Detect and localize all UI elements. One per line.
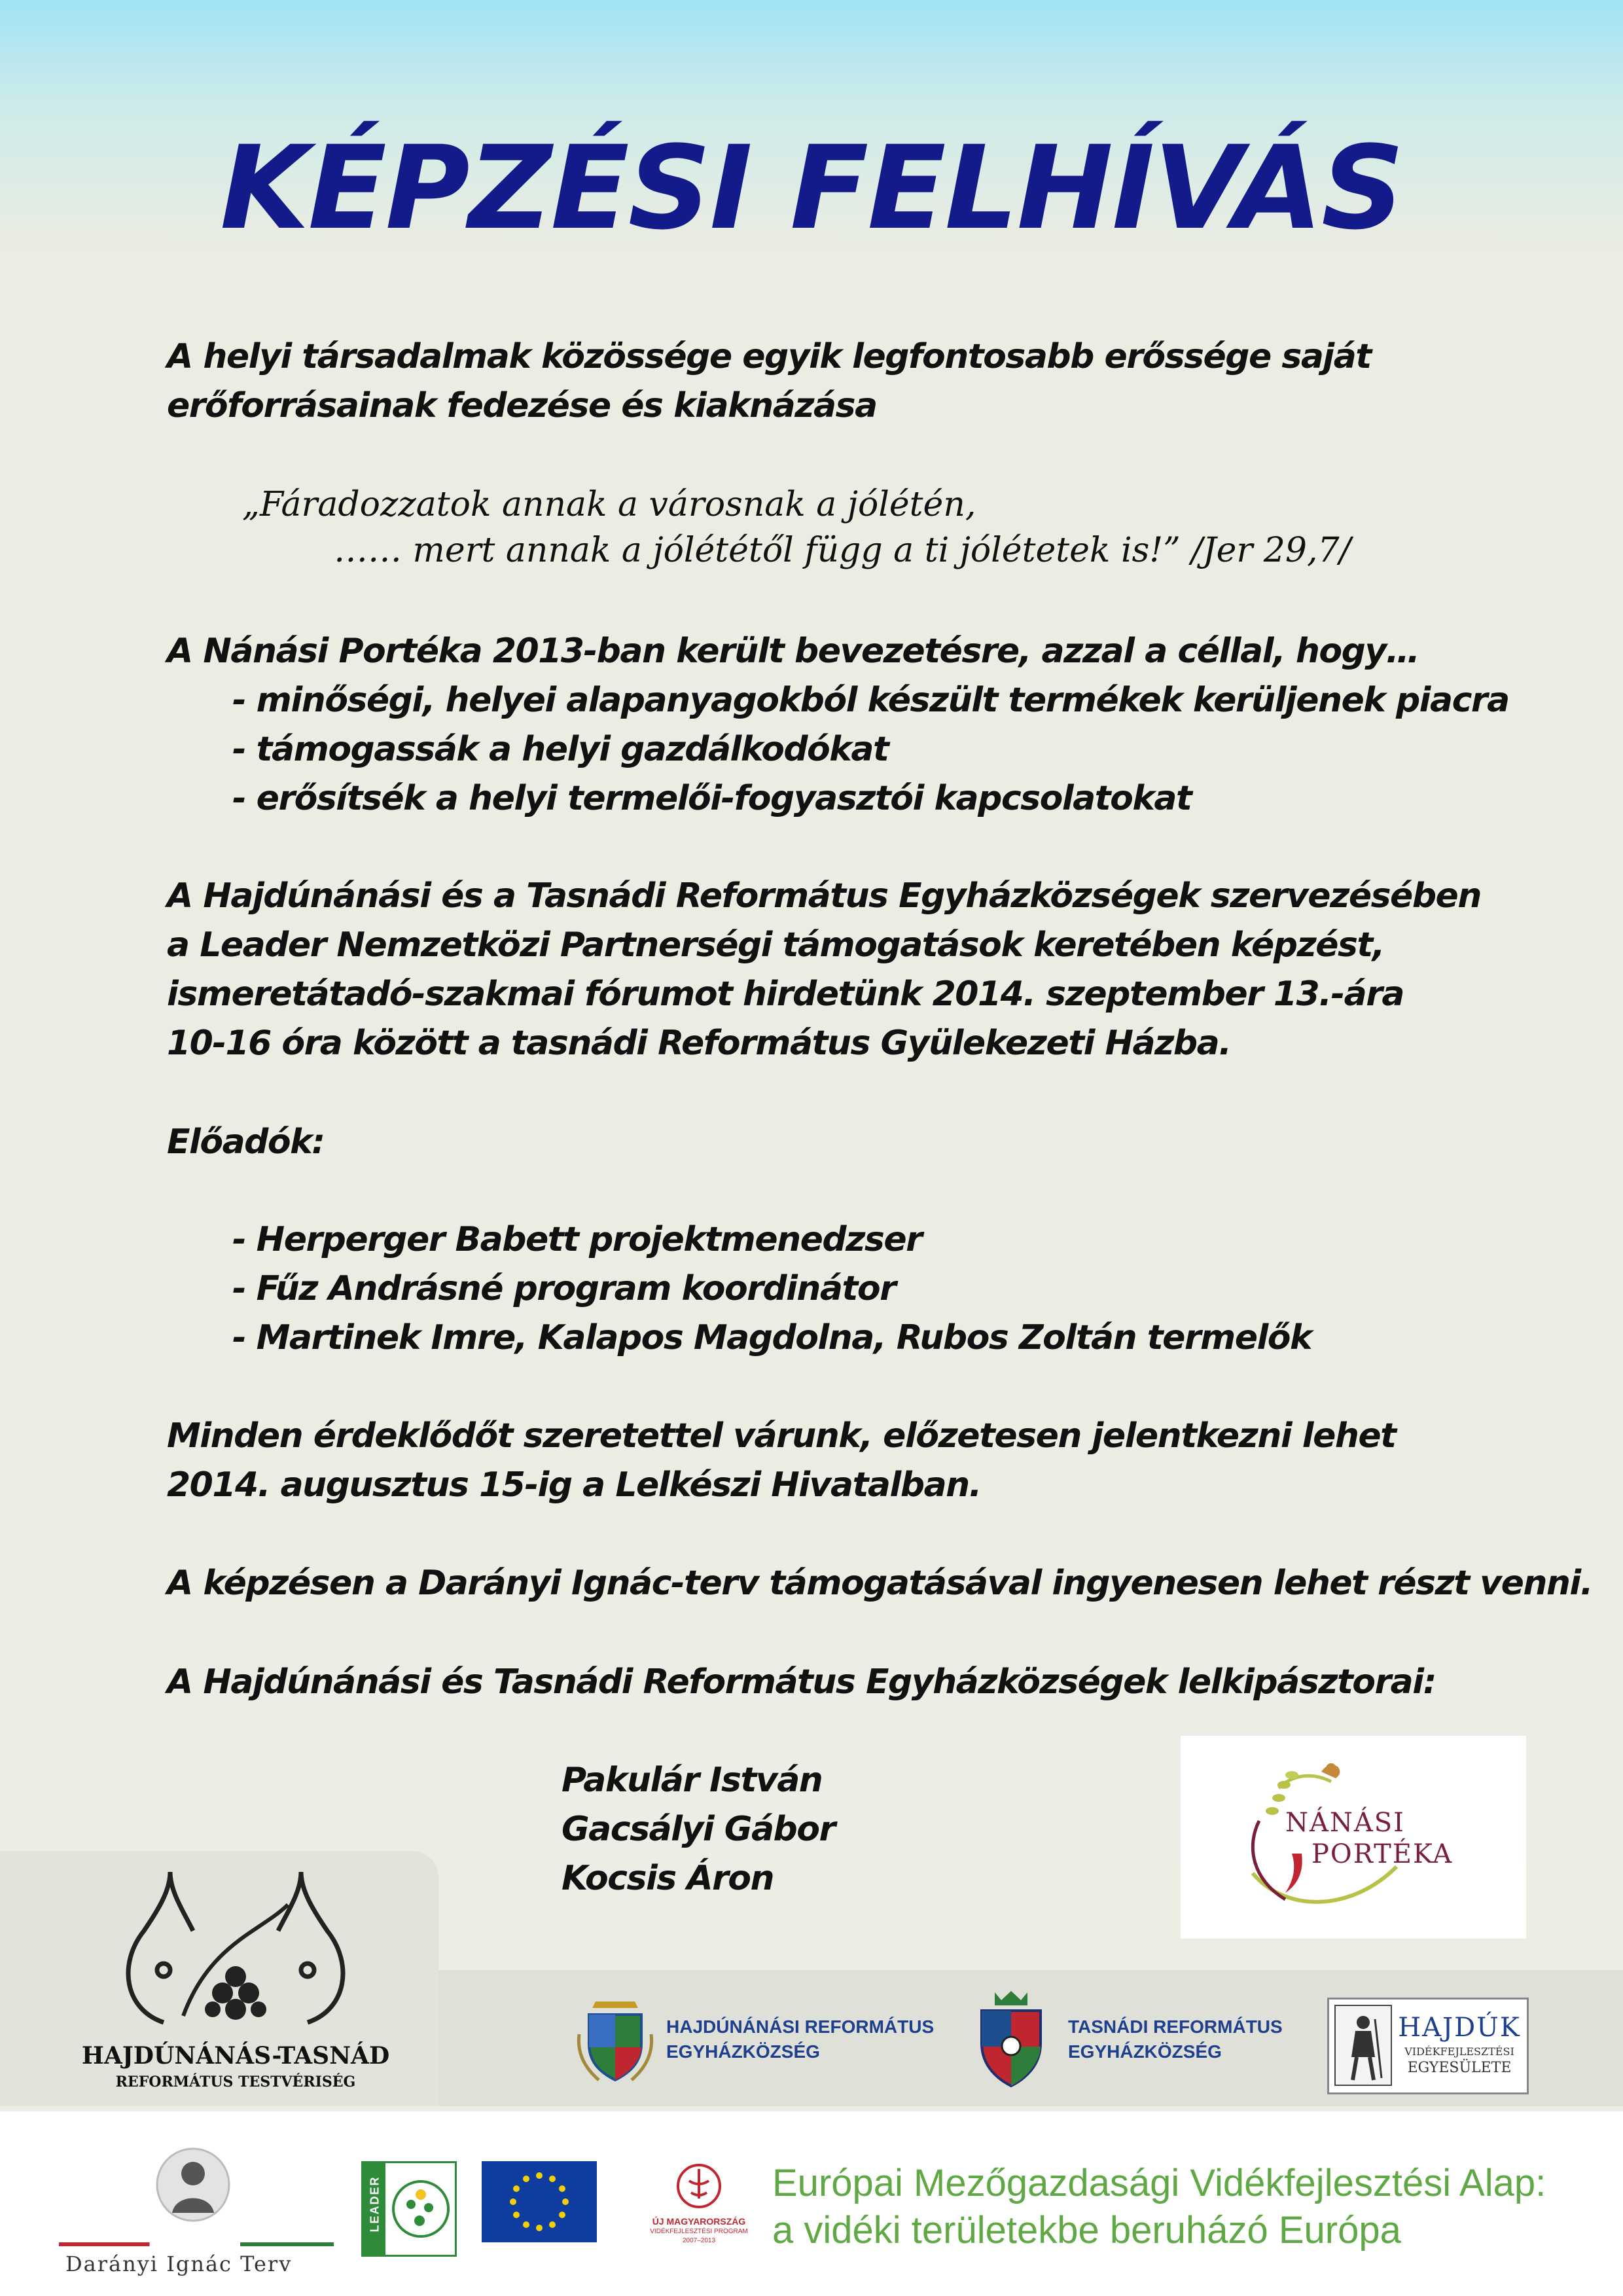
eu-flag-logo — [482, 2161, 597, 2242]
page-title: KÉPZÉSI FELHÍVÁS — [220, 121, 1403, 255]
umvp-emblem-icon — [660, 2161, 738, 2220]
intro-line-1: A helyi társadalmak közössége egyik legfontosabb erőssége saját — [167, 337, 1371, 376]
event-line: a Leader Nemzetközi Partnerségi támogatások keretében képzést, — [167, 925, 1385, 965]
portéka-goal: - támogassák a helyi gazdálkodókat — [232, 730, 889, 769]
daranyi-flag-line — [59, 2242, 334, 2246]
intro-line-2: erőforrásainak fedezése és kiaknázása — [167, 386, 877, 425]
pastors-heading: A Hajdúnánási és Tasnádi Református Egyházközségek lelkipásztorai: — [167, 1662, 1436, 1702]
leader-text: LEADER — [368, 2176, 382, 2233]
umvp-title: ÚJ MAGYARORSZÁG — [652, 2216, 746, 2227]
eafrd-line: a vidéki területekbe beruházó Európa — [772, 2209, 1401, 2251]
quote-line-2: …… mert annak a jólététől függ a ti jólétetek is!” /Jer 29,7/ — [334, 531, 1351, 570]
pastor-name: Kocsis Áron — [562, 1859, 774, 1898]
hajdunanas-crest — [576, 1988, 654, 2087]
eu-stars-icon — [482, 2161, 597, 2242]
church-towers-icon — [65, 1865, 406, 2036]
event-line: 10-16 óra között a tasnádi Református Gyülekezeti Házba. — [167, 1024, 1231, 1063]
event-line: A Hajdúnánási és a Tasnádi Református Egyházközségek szervezésében — [167, 876, 1481, 916]
portéka-lead: A Nánási Portéka 2013-ban került bevezetésre, azzal a céllal, hogy… — [167, 632, 1419, 671]
pastor-name: Pakulár István — [562, 1761, 823, 1800]
testveriseg-subtitle: REFORMÁTUS TESTVÉRISÉG — [115, 2073, 356, 2090]
hajduk-logo — [1327, 1998, 1529, 2094]
event-line: ismeretátadó-szakmai fórumot hirdetünk 2014. szeptember 13.-ára — [167, 975, 1404, 1014]
quote-line-1: „Fáradozzatok annak a városnak a jólétén, — [242, 485, 976, 524]
coat-of-arms-icon — [969, 1986, 1054, 2090]
leader-logo — [361, 2161, 457, 2257]
registration-line: Minden érdeklődőt szeretettel várunk, előzetesen jelentkezni lehet — [167, 1416, 1396, 1456]
speakers-heading: Előadók: — [167, 1122, 325, 1162]
umvp-logo — [650, 2161, 748, 2246]
free-participation: A képzésen a Darányi Ignác-terv támogatásával ingyenesen lehet részt venni. — [167, 1564, 1592, 1603]
tasnad-crest — [969, 1986, 1054, 2090]
registration-line: 2014. augusztus 15-ig a Lelkészi Hivatalban. — [167, 1465, 981, 1505]
porteka-logo-text: PORTÉKA — [1311, 1839, 1454, 1869]
hajduk-subtitle: EGYESÜLETE — [1407, 2060, 1512, 2076]
coat-of-arms-icon — [576, 1988, 654, 2087]
pastor-name: Gacsályi Gábor — [562, 1810, 835, 1849]
hajdunanas-label: HAJDÚNÁNÁSI REFORMÁTUS — [666, 2017, 935, 2037]
umvp-subtitle: VIDÉKFEJLESZTÉSI PROGRAM — [650, 2228, 748, 2235]
speaker-item: - Herperger Babett projektmenedzser — [232, 1220, 922, 1259]
tasnad-label: TASNÁDI REFORMÁTUS — [1068, 2017, 1283, 2037]
testveriseg-logo — [65, 1865, 406, 2101]
daranyi-portrait — [154, 2144, 232, 2229]
portéka-goal: - minőségi, helyei alapanyagokból készült termékek kerüljenek piacra — [232, 681, 1509, 720]
daranyi-label: Darányi Ignác Terv — [65, 2251, 293, 2276]
nanasi-porteka-logo — [1181, 1736, 1526, 1939]
portrait-icon — [154, 2144, 232, 2229]
umvp-years: 2007–2013 — [682, 2237, 716, 2244]
hajduk-subtitle: VIDÉKFEJLESZTÉSI — [1404, 2045, 1514, 2058]
eafrd-line: Európai Mezőgazdasági Vidékfejlesztési Alap: — [772, 2162, 1546, 2204]
portéka-goal: - erősítsék a helyi termelői-fogyasztói kapcsolatokat — [232, 779, 1192, 818]
tasnad-label: EGYHÁZKÖZSÉG — [1068, 2041, 1222, 2062]
speaker-item: - Fűz Andrásné program koordinátor — [232, 1269, 896, 1308]
hajdu-soldier-icon — [1334, 2005, 1392, 2086]
speaker-item: - Martinek Imre, Kalapos Magdolna, Rubos Zoltán termelők — [232, 1318, 1312, 1357]
porteka-logo-text: NÁNÁSI — [1285, 1808, 1405, 1838]
hajduk-title: HAJDÚK — [1398, 2013, 1521, 2043]
hajdunanas-label: EGYHÁZKÖZSÉG — [666, 2041, 820, 2062]
leader-emblem-icon — [388, 2168, 451, 2250]
testveriseg-title: HAJDÚNÁNÁS-TASNÁD — [81, 2042, 390, 2070]
